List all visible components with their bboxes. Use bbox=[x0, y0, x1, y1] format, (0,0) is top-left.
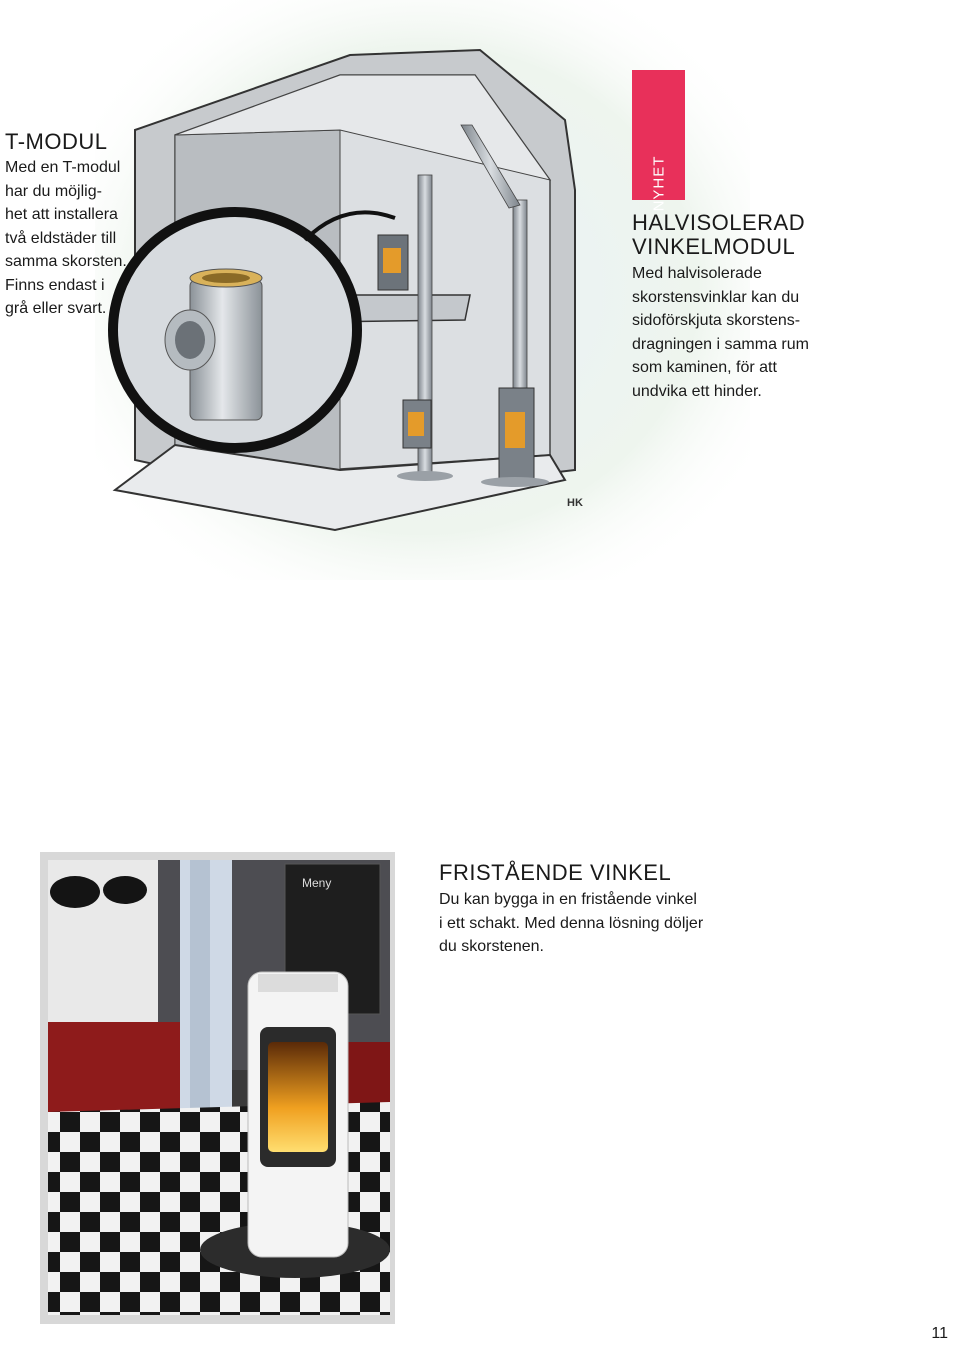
t-modul-line: grå eller svart. bbox=[5, 300, 107, 317]
t-modul-line: het att installera bbox=[5, 206, 118, 223]
t-modul-section bbox=[5, 130, 127, 321]
halvisolerad-title-line: VINKELMODUL bbox=[632, 234, 796, 259]
t-modul-line: samma skorsten. bbox=[5, 253, 127, 270]
t-modul-line: Med en T-modul bbox=[5, 159, 121, 176]
halvisolerad-line: skorstensvinklar kan du bbox=[632, 288, 800, 306]
halvisolerad-title bbox=[632, 211, 809, 259]
cafe-stove-photo bbox=[40, 852, 395, 1324]
halvisolerad-line: Med halvisolerade bbox=[632, 265, 762, 282]
illustration-mark: HK bbox=[567, 497, 583, 509]
nyhet-badge bbox=[632, 70, 685, 212]
fristaende-title: FRISTÅENDE VINKEL bbox=[439, 860, 672, 885]
halvisolerad-description bbox=[632, 262, 809, 403]
halvisolerad-line: som kaminen, för att bbox=[632, 359, 777, 376]
t-modul-line: Finns endast i bbox=[5, 276, 105, 294]
halvisolerad-section bbox=[632, 211, 809, 403]
menu-board-text: Meny bbox=[302, 876, 332, 890]
t-modul-line: två eldstäder till bbox=[5, 229, 117, 247]
page-number: 11 bbox=[931, 1325, 948, 1342]
halvisolerad-title-line: HALVISOLERAD bbox=[632, 210, 806, 235]
t-modul-title: T-MODUL bbox=[5, 129, 108, 154]
halvisolerad-line: sidoförskjuta skorstens- bbox=[632, 312, 801, 329]
fristaende-section bbox=[439, 861, 703, 959]
nyhet-label: NYHET bbox=[650, 155, 667, 212]
fristaende-description bbox=[439, 888, 703, 959]
fristaende-line: Du kan bygga in en fristående vinkel bbox=[439, 891, 697, 908]
fristaende-line: du skorstenen. bbox=[439, 938, 544, 955]
halvisolerad-line: undvika ett hinder. bbox=[632, 382, 762, 400]
t-modul-description bbox=[5, 156, 127, 321]
fristaende-line: i ett schakt. Med denna lösning döljer bbox=[439, 914, 704, 932]
t-modul-line: har du möjlig- bbox=[5, 182, 102, 200]
halvisolerad-line: dragningen i samma rum bbox=[632, 335, 809, 353]
